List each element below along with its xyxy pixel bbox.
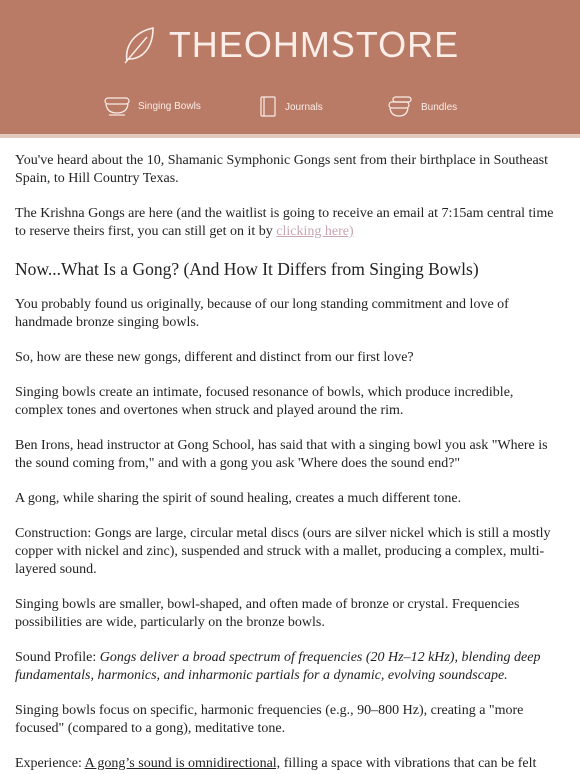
brand-name: [169, 24, 459, 66]
paragraph-singing-bowls: Singing bowls create an intimate, focused resonance of bowls, which produce incredible, complex tones and overtones when struck and played around the rim.: [15, 385, 514, 418]
email-body: [0, 138, 580, 773]
paragraph-construction: Construction: Gongs are large, circular metal discs (ours are silver nickel which is still a mostly copper with nickel and zinc), suspended and struck with a mallet, producing a complex, multi-layered sound.: [15, 526, 551, 577]
bundle-icon: [387, 96, 413, 118]
nav-label: Bundles: [421, 101, 458, 113]
nav-item-bundles[interactable]: [387, 96, 457, 118]
label-sound-profile: Sound Profile:: [15, 650, 100, 665]
brand-store: STORE: [330, 24, 460, 65]
paragraph-sound-profile: [15, 649, 565, 685]
leaf-icon: [121, 25, 157, 65]
paragraph-gong-tone: A gong, while sharing the spirit of sound healing, creates a much different tone.: [15, 491, 462, 506]
brand-the: THE: [168, 24, 244, 65]
nav-label: Journals: [285, 101, 323, 113]
nav-item-singing-bowls[interactable]: [104, 96, 201, 116]
nav-label: Singing Bowls: [138, 100, 201, 112]
nav-item-journals[interactable]: [259, 96, 323, 118]
paragraph-quote: Ben Irons, head instructor at Gong School, has said that with a singing bowl you ask "Where is the sound coming from," and with a gong you ask 'Where does the sound end?": [15, 438, 548, 471]
waitlist-link[interactable]: clicking here): [276, 224, 354, 239]
section-heading: Now...What Is a Gong? (And How It Differs from Singing Bowls): [15, 259, 479, 279]
paragraph-bowls-material: Singing bowls are smaller, bowl-shaped, and often made of bronze or crystal. Frequencies possibilities are wide, particularly on the bronze bowls.: [15, 597, 520, 630]
sound-profile-text: Gongs deliver a broad spectrum of frequencies (20 Hz–12 kHz), blending deep fundamentals, harmonics, and inharmonic partials for a dynamic, evolving soundscape.: [15, 650, 541, 683]
logo[interactable]: [0, 24, 580, 70]
paragraph-question: So, how are these new gongs, different and distinct from our first love?: [15, 350, 414, 365]
paragraph-text: filling a space with vibrations that can be felt: [280, 756, 537, 771]
paragraph-intro: You've heard about the 10, Shamanic Symphonic Gongs sent from their birthplace in Southeast Spain, to Hill Country Texas.: [15, 153, 549, 186]
email-header: [0, 0, 580, 138]
brand-ohm: OHM: [243, 24, 331, 65]
paragraph-bowl-frequencies: Singing bowls focus on specific, harmonic frequencies (e.g., 90–800 Hz), creating a "more focused" (compared to a gong), meditative tone.: [15, 703, 524, 736]
journal-icon: [259, 96, 277, 118]
paragraph-text: The Krishna Gongs are here (and the waitlist is going to receive an email at 7:15am central time to reserve theirs first, you can still get on it by: [15, 206, 554, 239]
paragraph-experience: [15, 755, 565, 773]
label-experience: Experience:: [15, 756, 85, 771]
paragraph-origin: You probably found us originally, because of our long standing commitment and love of handmade bronze singing bowls.: [15, 297, 509, 330]
omnidirectional-link[interactable]: A gong’s sound is omnidirectional,: [84, 756, 281, 771]
singing-bowl-icon: [104, 96, 130, 116]
paragraph-krishna-gongs: [15, 205, 565, 241]
